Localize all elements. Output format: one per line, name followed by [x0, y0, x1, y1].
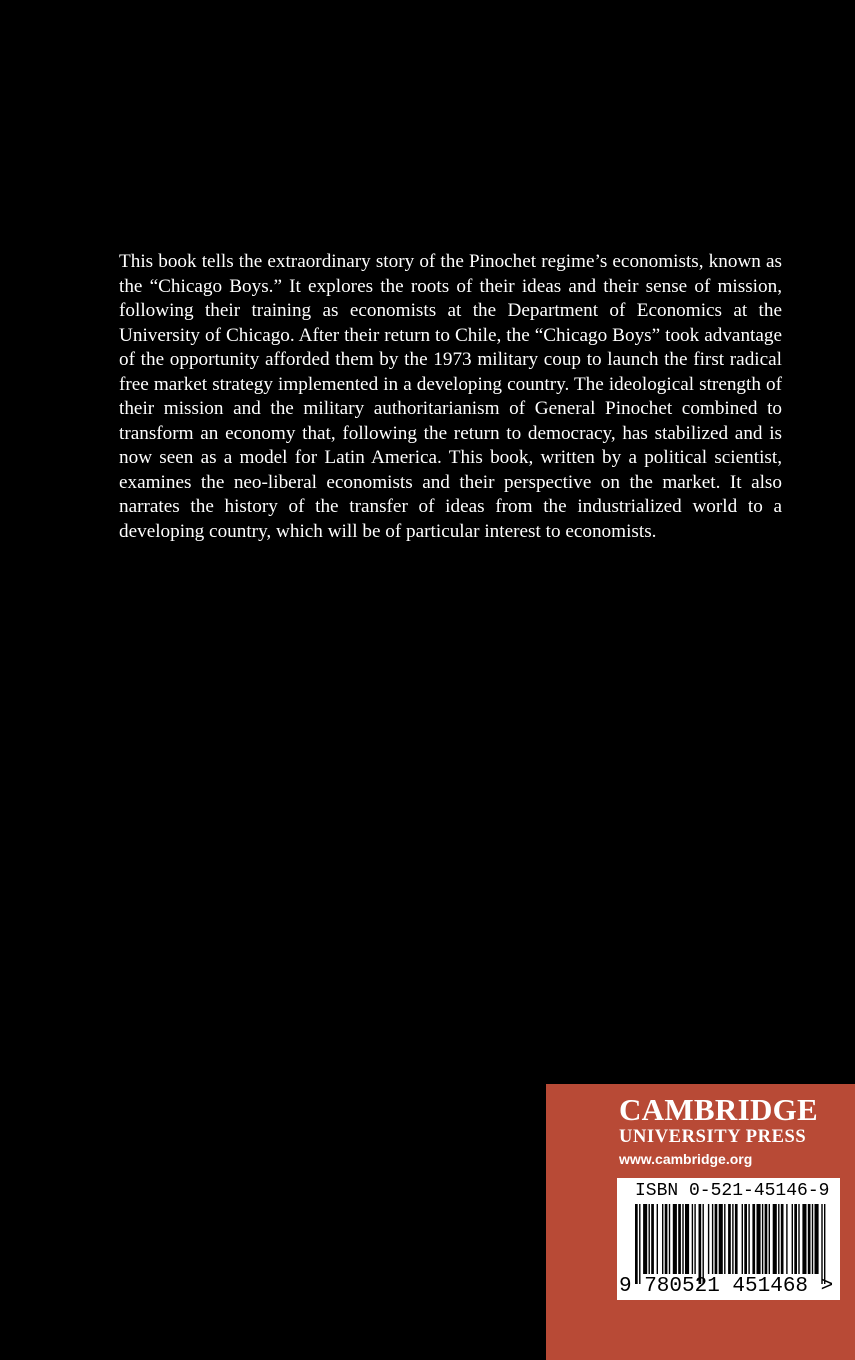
isbn-label: ISBN 0-521-45146-9	[635, 1181, 830, 1201]
barcode-bar	[712, 1204, 713, 1274]
barcode-bar	[724, 1204, 725, 1274]
barcode-bar	[639, 1204, 640, 1284]
barcode-bar	[781, 1204, 784, 1274]
barcode-bar	[732, 1204, 733, 1274]
barcode-bar	[728, 1204, 731, 1274]
barcode-bar	[715, 1204, 718, 1274]
barcode-bar	[792, 1204, 793, 1274]
barcode-bar	[802, 1204, 806, 1274]
publisher-subtitle: UNIVERSITY PRESS	[619, 1127, 807, 1147]
barcode-bar	[778, 1204, 779, 1274]
barcode-bar	[769, 1204, 770, 1274]
barcode-bar	[703, 1204, 704, 1284]
barcode	[617, 1178, 840, 1300]
publisher-url: www.cambridge.org	[619, 1151, 753, 1167]
barcode-bar	[651, 1204, 654, 1274]
barcode-bar	[773, 1204, 777, 1274]
barcode-bar	[742, 1204, 743, 1274]
barcode-bar	[821, 1204, 822, 1284]
barcode-bar	[719, 1204, 723, 1274]
back-cover-blurb: This book tells the extraordinary story of the Pinochet regime’s economists, known as the “Chicago Boys.” It explores the roots of their ideas and their sense of mission, following their training as economists at the Department of Economics at the University of Chicago. After their return to Chile, the “Chicago Boys” took advantage of the opportunity afforded them by the 1973 military coup to launch the first radical free market strategy implemented in a developing country. The ideological strength of their mission and the military authoritarianism of General Pinochet combined to transform an economy that, following the return to democracy, has stabilized and is now seen as a model for Latin America. This book, written by a political scientist, examines the neo-liberal economists and their perspective on the market. It also narrates the history of the transfer of ideas from the industrialized world to a developing country, which will be of particular interest to economists.	[119, 251, 782, 542]
barcode-bar	[643, 1204, 647, 1274]
barcode-bar	[752, 1204, 755, 1274]
barcode-bar	[757, 1204, 761, 1274]
barcode-bar	[669, 1204, 670, 1274]
barcode-bar	[812, 1204, 813, 1274]
publisher-name: CAMBRIDGE	[619, 1092, 819, 1127]
barcode-bar	[685, 1204, 689, 1274]
barcode-bar	[794, 1204, 797, 1274]
barcode-bar	[692, 1204, 693, 1274]
publisher-block	[546, 1084, 855, 1360]
barcode-bar	[708, 1204, 709, 1274]
barcode-bar	[657, 1204, 658, 1274]
barcode-bar	[649, 1204, 650, 1274]
barcode-bar	[824, 1204, 825, 1284]
barcode-bar	[808, 1204, 811, 1274]
barcode-bar	[748, 1204, 749, 1274]
barcode-bar	[762, 1204, 763, 1274]
barcode-bar	[635, 1204, 638, 1284]
barcode-bar	[699, 1204, 702, 1284]
barcode-bar	[744, 1204, 747, 1274]
barcode-bar	[665, 1204, 668, 1274]
barcode-bar	[662, 1204, 663, 1274]
barcode-bar	[786, 1204, 787, 1274]
barcode-bar	[798, 1204, 799, 1274]
barcode-bar	[815, 1204, 819, 1274]
barcode-bar	[682, 1204, 683, 1274]
barcode-bar	[673, 1204, 677, 1274]
ean-digits-text: 9 780521 451468 >	[619, 1275, 834, 1298]
barcode-bar	[735, 1204, 738, 1274]
barcode-bar	[678, 1204, 681, 1274]
barcode-bar	[694, 1204, 695, 1274]
barcode-bar	[765, 1204, 768, 1274]
